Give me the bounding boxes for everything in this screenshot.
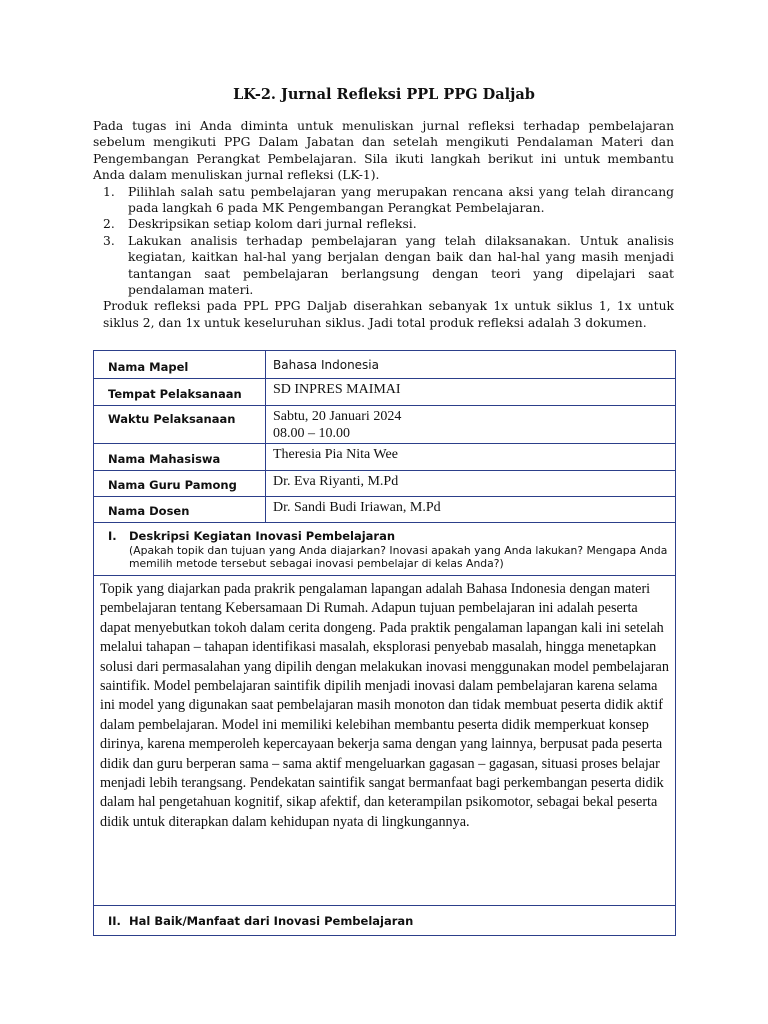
reflection-table bbox=[93, 350, 676, 936]
table-row bbox=[94, 523, 676, 576]
dosen-value: Dr. Sandi Budi Iriawan, M.Pd bbox=[266, 497, 676, 523]
dosen-label: Nama Dosen bbox=[94, 497, 266, 523]
mapel-value: Bahasa Indonesia bbox=[266, 351, 676, 379]
steps-list bbox=[93, 184, 674, 299]
outro-paragraph: Produk refleksi pada PPL PPG Daljab diserahkan sebanyak 1x untuk siklus 1, 1x untuk siklus 2, dan 1x untuk keseluruhan siklus. Jadi total produk refleksi adalah 3 dokumen. bbox=[103, 299, 674, 330]
mapel-label: Nama Mapel bbox=[94, 351, 266, 379]
waktu-date: Sabtu, 20 Januari 2024 bbox=[273, 409, 402, 424]
table-row bbox=[94, 406, 676, 444]
table-row bbox=[94, 444, 676, 471]
tempat-label: Tempat Pelaksanaan bbox=[94, 379, 266, 406]
waktu-time: 08.00 – 10.00 bbox=[273, 426, 350, 441]
document-title: LK-2. Jurnal Refleksi PPL PPG Daljab bbox=[233, 86, 535, 103]
mahasiswa-label: Nama Mahasiswa bbox=[94, 444, 266, 471]
table-row bbox=[94, 906, 676, 936]
section-1-body: Topik yang diajarkan pada prakrik pengalaman lapangan adalah Bahasa Indonesia dengan materi pembelajaran tentang Kebersamaan Di Rumah. Adapun tujuan pembelajaran ini adalah peserta dapat menyebutkan tokoh dalam cerita dongeng. Pada praktik pengalaman lapangan kali ini setelah melalui tahapan – tahapan identifikasi masalah, eksplorasi penyebab masalah, hingga menetapkan solusi dari permasalahan yang dipilih dengan melakukan inovasi menggunakan model pembelajaran saintifik. Model pembelajaran saintifik dipilih menjadi inovasi dalam pembelajaran karena selama ini model yang digunakan saat pembelajaran masih monoton dan tidak membuat peserta didik aktif dalam pembelajaran. Model ini memiliki kelebihan membantu peserta didik memperkuat konsep dirinya, karena memperoleh kepercayaan bekerja sama dengan yang lainnya, berpusat pada peserta didik dan guru berperan sama – sama aktif mengeluarkan gagasan – gagasan, situasi proses belajar menjadi lebih terangsang. Pendekatan saintifik sangat bermanfaat bagi perkembangan peserta didik dalam hal pengetahuan kognitif, sikap afektif, dan keterampilan psikomotor, sebagai bekal peserta didik untuk diterapkan dalam kehidupan nyata di lingkungannya. bbox=[94, 576, 676, 906]
instructions bbox=[93, 118, 674, 331]
step-item bbox=[93, 184, 674, 217]
waktu-value bbox=[266, 406, 676, 444]
table-row bbox=[94, 471, 676, 497]
table-row bbox=[94, 576, 676, 906]
pamong-value: Dr. Eva Riyanti, M.Pd bbox=[266, 471, 676, 497]
section-2-title: II. Hal Baik/Manfaat dari Inovasi Pembelajaran bbox=[108, 914, 414, 928]
step-number: 2. bbox=[103, 217, 115, 232]
tempat-value: SD INPRES MAIMAI bbox=[266, 379, 676, 406]
pamong-label: Nama Guru Pamong bbox=[94, 471, 266, 497]
table-row bbox=[94, 379, 676, 406]
section-1-title: I. Deskripsi Kegiatan Inovasi Pembelajaran bbox=[108, 529, 396, 543]
step-text: Deskripsikan setiap kolom dari jurnal refleksi. bbox=[128, 217, 417, 232]
section-1-header bbox=[94, 523, 676, 576]
table-row bbox=[94, 351, 676, 379]
intro-paragraph: Pada tugas ini Anda diminta untuk menuliskan jurnal refleksi terhadap pembelajaran sebelum mengikuti PPG Dalam Jabatan dan setelah mengikuti Pendalaman Materi dan Pengembangan Perangkat Pembelajaran. Sila ikuti langkah berikut ini untuk membantu Anda dalam menuliskan jurnal refleksi (LK-1). bbox=[93, 119, 674, 183]
step-number: 3. bbox=[103, 233, 115, 248]
step-text: Lakukan analisis terhadap pembelajaran yang telah dilaksanakan. Untuk analisis kegiatan, kaitkan hal-hal yang berjalan dengan baik dan hal-hal yang masih menjadi tantangan saat pembelajaran berlangsung dengan teori yang dipelajari saat pendalaman materi. bbox=[128, 233, 674, 298]
mahasiswa-value: Theresia Pia Nita Wee bbox=[266, 444, 676, 471]
step-text: Pilihlah salah satu pembelajaran yang merupakan rencana aksi yang telah dirancang pada langkah 6 pada MK Pengembangan Perangkat Pembelajaran. bbox=[128, 184, 674, 216]
step-number: 1. bbox=[103, 184, 115, 199]
step-item bbox=[93, 233, 674, 299]
step-item bbox=[93, 216, 674, 232]
waktu-label: Waktu Pelaksanaan bbox=[94, 406, 266, 444]
section-1-note: (Apakah topik dan tujuan yang Anda diajarkan? Inovasi apakah yang Anda lakukan? Mengapa Anda memilih metode tersebut sebagai inovasi pembelajar di kelas Anda?) bbox=[129, 544, 668, 570]
table-row bbox=[94, 497, 676, 523]
section-2-header bbox=[94, 906, 676, 936]
